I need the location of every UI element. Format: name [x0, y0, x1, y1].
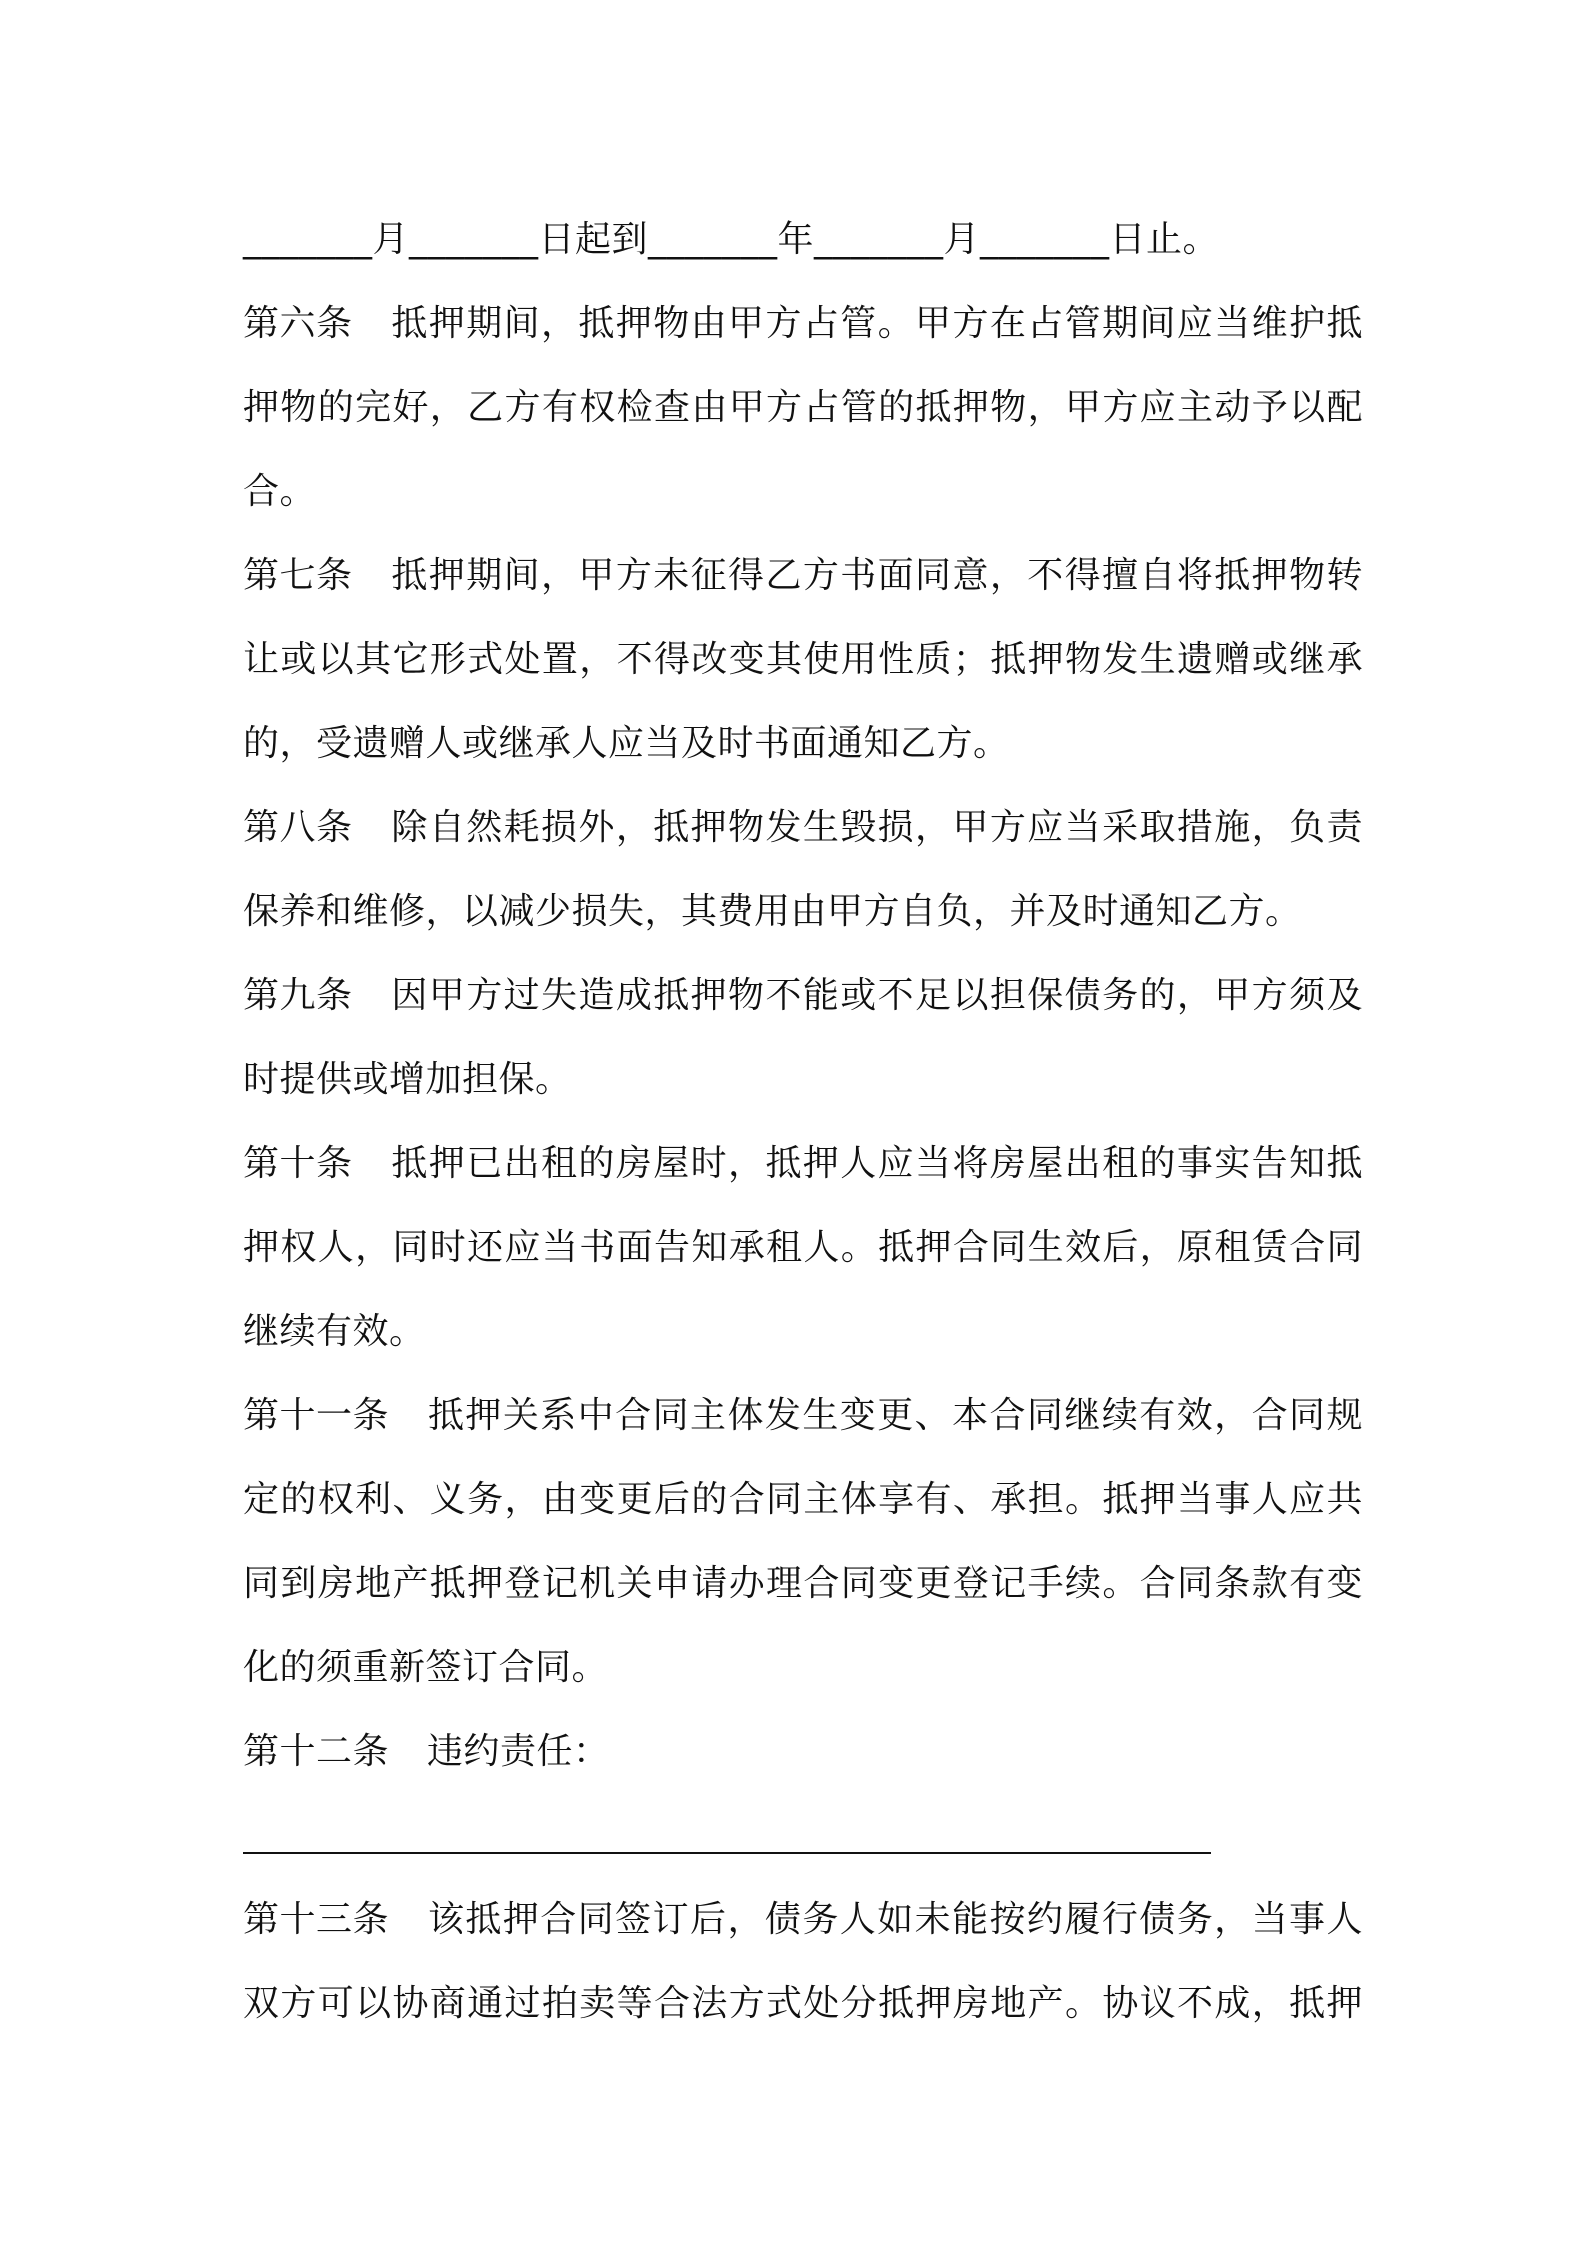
article-8-line-2: 保养和维修，以减少损失，其费用由甲方自负，并及时通知乙方。 — [243, 891, 1302, 932]
article-12-number: 第十二条 — [243, 1731, 390, 1772]
article-11-line-4: 化的须重新签订合同。 — [243, 1647, 609, 1688]
article-13-text-1: 该抵押合同签订后，债务人如未能按约履行债务，当事人 — [427, 1899, 1363, 1940]
article-10-line-2: 押权人，同时还应当书面告知承租人。抵押合同生效后，原租赁合同 — [243, 1227, 1363, 1268]
article-11-number: 第十一条 — [243, 1395, 390, 1436]
article-11-line-3: 同到房地产抵押登记机关申请办理合同变更登记手续。合同条款有变 — [243, 1563, 1363, 1604]
article-9-text-1: 因甲方过失造成抵押物不能或不足以担保债务的，甲方须及 — [390, 975, 1363, 1016]
blank-fill-line — [243, 1794, 1363, 1878]
article-10-text-1: 抵押已出租的房屋时，抵押人应当将房屋出租的事实告知抵 — [390, 1143, 1363, 1184]
article-7-line-1 — [243, 534, 1363, 618]
article-9-line-2: 时提供或增加担保。 — [243, 1059, 572, 1100]
article-11-line-2: 定的权利、义务，由变更后的合同主体享有、承担。抵押当事人应共 — [243, 1479, 1363, 1520]
article-13-number: 第十三条 — [243, 1899, 390, 1940]
article-6-line-2: 押物的完好，乙方有权检查由甲方占管的抵押物，甲方应主动予以配 — [243, 387, 1363, 428]
article-8-line-1 — [243, 786, 1363, 870]
article-8-number: 第八条 — [243, 807, 353, 848]
article-12-line-1 — [243, 1710, 1363, 1794]
article-7-text-1: 抵押期间，甲方未征得乙方书面同意，不得擅自将抵押物转 — [390, 555, 1363, 596]
article-11-line-1 — [243, 1374, 1363, 1458]
article-10-line-3: 继续有效。 — [243, 1311, 426, 1352]
article-6-line-3: 合。 — [243, 471, 317, 512]
article-10-number: 第十条 — [243, 1143, 353, 1184]
article-13-line-2: 双方可以协商通过拍卖等合法方式处分抵押房地产。协议不成，抵押 — [243, 1983, 1363, 2024]
article-13-line-1 — [243, 1878, 1363, 1962]
blank-underline — [243, 1852, 1211, 1854]
article-7-number: 第七条 — [243, 555, 353, 596]
article-11-text-1: 抵押关系中合同主体发生变更、本合同继续有效，合同规 — [427, 1395, 1363, 1436]
date-range-line: _______月_______日起到_______年_______月_______日止。 — [243, 219, 1220, 260]
article-12-text-1: 违约责任： — [427, 1731, 610, 1772]
article-9-number: 第九条 — [243, 975, 353, 1016]
article-6-line-1 — [243, 282, 1363, 366]
article-6-text-1: 抵押期间，抵押物由甲方占管。甲方在占管期间应当维护抵 — [390, 303, 1363, 344]
article-7-line-3: 的，受遗赠人或继承人应当及时书面通知乙方。 — [243, 723, 1010, 764]
article-8-text-1: 除自然耗损外，抵押物发生毁损，甲方应当采取措施，负责 — [390, 807, 1363, 848]
article-10-line-1 — [243, 1122, 1363, 1206]
document-page — [243, 198, 1363, 2046]
article-7-line-2: 让或以其它形式处置，不得改变其使用性质；抵押物发生遗赠或继承 — [243, 639, 1363, 680]
article-9-line-1 — [243, 954, 1363, 1038]
article-6-number: 第六条 — [243, 303, 353, 344]
